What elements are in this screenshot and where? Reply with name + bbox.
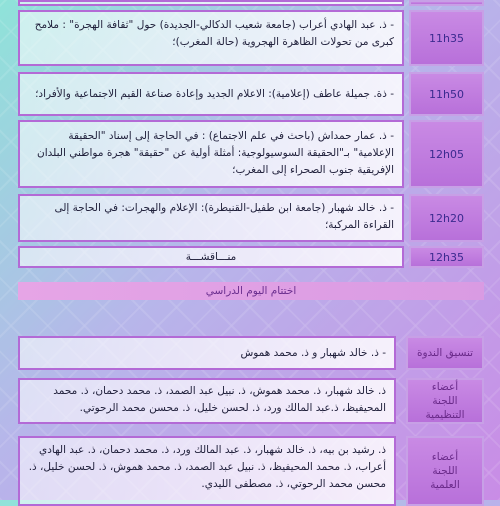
committee-row bbox=[18, 378, 484, 424]
program-row bbox=[18, 120, 484, 188]
committee-label: أعضاء اللجنة العلمية bbox=[406, 436, 484, 506]
committee-label: تنسيق الندوة bbox=[406, 336, 484, 370]
closing-banner: اختتام اليوم الدراسي bbox=[18, 282, 484, 300]
committee-label: أعضاء اللجنة التنظيمية bbox=[406, 378, 484, 424]
top-partial-content bbox=[18, 0, 404, 6]
program-time: 12h05 bbox=[409, 120, 484, 188]
program-row bbox=[18, 72, 484, 116]
committee-row bbox=[18, 336, 484, 370]
committee-row bbox=[18, 436, 484, 506]
discussion-text: منـــاقشـــة bbox=[18, 246, 404, 268]
program-time: 12h20 bbox=[409, 194, 484, 242]
program-text: - ذ. عبد الهادي أعراب (جامعة شعيب الدكالي-الجديدة) حول "ثقافة الهجرة" : ملامح كبرى من تحولات الظاهرة الهجروية (حالة المغرب)؛ bbox=[18, 10, 404, 66]
program-text: - ذ. عمار حمداش (باحث في علم الاجتماع) : في الحاجة إلى إسناد "الحقيقة الإعلامية" بـ"الحقيقة السوسيولوجية: أمثلة أولية عن "حقيقة" هجرة مواطني البلدان الإفريقية جنوب الصحراء إلى المغرب؛ bbox=[18, 120, 404, 188]
top-partial-time bbox=[409, 0, 484, 6]
committee-members: - ذ. خالد شهبار و ذ. محمد هموش bbox=[18, 336, 396, 370]
program-row bbox=[18, 246, 484, 268]
committee-members: ذ. خالد شهبار، ذ. محمد هموش، ذ. نبيل عبد الصمد، ذ. محمد دحمان، ذ. محمد المحيفيظ، ذ.عبد المالك ورد، ذ. لحسن خليل، ذ. محسن محمد الرحوتي. bbox=[18, 378, 396, 424]
program-text: - ذة. جميلة عاطف (إعلامية): الاعلام الجديد وإعادة صناعة القيم الاجتماعية والأفراد؛ bbox=[18, 72, 404, 116]
top-partial-row bbox=[18, 0, 484, 6]
program-time: 11h50 bbox=[409, 72, 484, 116]
program-page bbox=[18, 0, 484, 500]
program-time: 11h35 bbox=[409, 10, 484, 66]
program-row bbox=[18, 194, 484, 242]
program-text: - ذ. خالد شهبار (جامعة ابن طفيل-القنيطرة): الإعلام والهجرات: في الحاجة إلى القراءة المركبة؛ bbox=[18, 194, 404, 242]
program-time: 12h35 bbox=[409, 246, 484, 268]
program-row bbox=[18, 10, 484, 66]
committee-members: ذ. رشيد بن بيه، ذ. خالد شهبار، ذ. عبد المالك ورد، ذ. محمد دحمان، ذ. عبد الهادي أعراب، ذ. محمد المحيفيظ، ذ. نبيل عبد الصمد، ذ. محمد هموش، ذ. لحسن خليل، ذ. محسن محمد الرحوتي، ذ. مصطفى الليدي. bbox=[18, 436, 396, 506]
